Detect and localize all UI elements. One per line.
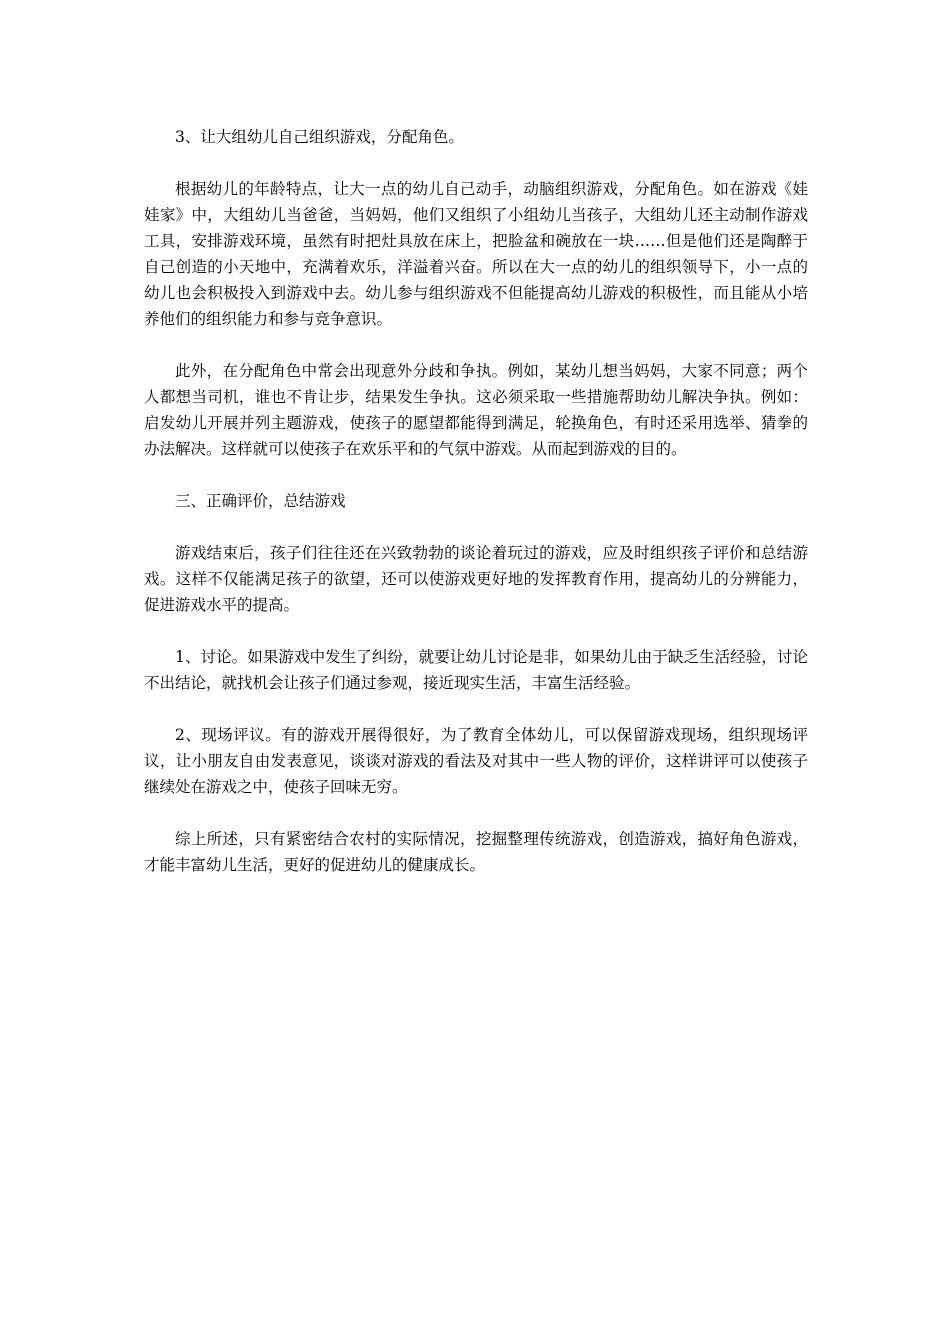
conclusion-paragraph: 综上所述，只有紧密结合农村的实际情况，挖掘整理传统游戏，创造游戏，搞好角色游戏，才能丰富幼儿生活，更好的促进幼儿的健康成长。 xyxy=(144,830,808,874)
list-item-discussion: 1、讨论。如果游戏中发生了纠纷，就要让幼儿讨论是非，如果幼儿由于缺乏生活经验，讨论不出结论，就找机会让孩子们通过参观，接近现实生活，丰富生活经验。 xyxy=(144,648,808,692)
body-paragraph: 根据幼儿的年龄特点，让大一点的幼儿自己动手，动脑组织游戏，分配角色。如在游戏《娃娃家》中，大组幼儿当爸爸，当妈妈，他们又组织了小组幼儿当孩子，大组幼儿还主动制作游戏工具，安排游戏环境，虽然有时把灶具放在床上，把脸盆和碗放在一块……但是他们还是陶醉于自己创造的小天地中，充满着欢乐，洋溢着兴奋。所以在大一点的幼儿的组织领导下，小一点的幼儿也会积极投入到游戏中去。幼儿参与组织游戏不但能提高幼儿游戏的积极性，而且能从小培养他们的组织能力和参与竞争意识。 xyxy=(144,180,808,328)
list-item-onsite-review: 2、现场评议。有的游戏开展得很好，为了教育全体幼儿，可以保留游戏现场，组织现场评议，让小朋友自由发表意见，谈谈对游戏的看法及对其中一些人物的评价，这样讲评可以使孩子继续处在游戏之中，使孩子回味无穷。 xyxy=(144,726,808,796)
document-body xyxy=(144,124,808,904)
subsection-heading-3: 3、让大组幼儿自己组织游戏，分配角色。 xyxy=(175,128,464,146)
section-heading: 三、正确评价，总结游戏 xyxy=(175,492,346,510)
body-paragraph: 游戏结束后，孩子们往往还在兴致勃勃的谈论着玩过的游戏，应及时组织孩子评价和总结游戏。这样不仅能满足孩子的欲望，还可以使游戏更好地的发挥教育作用，提高幼儿的分辨能力，促进游戏水平的提高。 xyxy=(144,544,808,614)
body-paragraph: 此外，在分配角色中常会出现意外分歧和争执。例如，某幼儿想当妈妈，大家不同意；两个人都想当司机，谁也不肯让步，结果发生争执。这必须采取一些措施帮助幼儿解决争执。例如：启发幼儿开展并列主题游戏，使孩子的愿望都能得到满足，轮换角色，有时还采用选举、猜拳的办法解决。这样就可以使孩子在欢乐平和的气氛中游戏。从而起到游戏的目的。 xyxy=(144,362,808,458)
